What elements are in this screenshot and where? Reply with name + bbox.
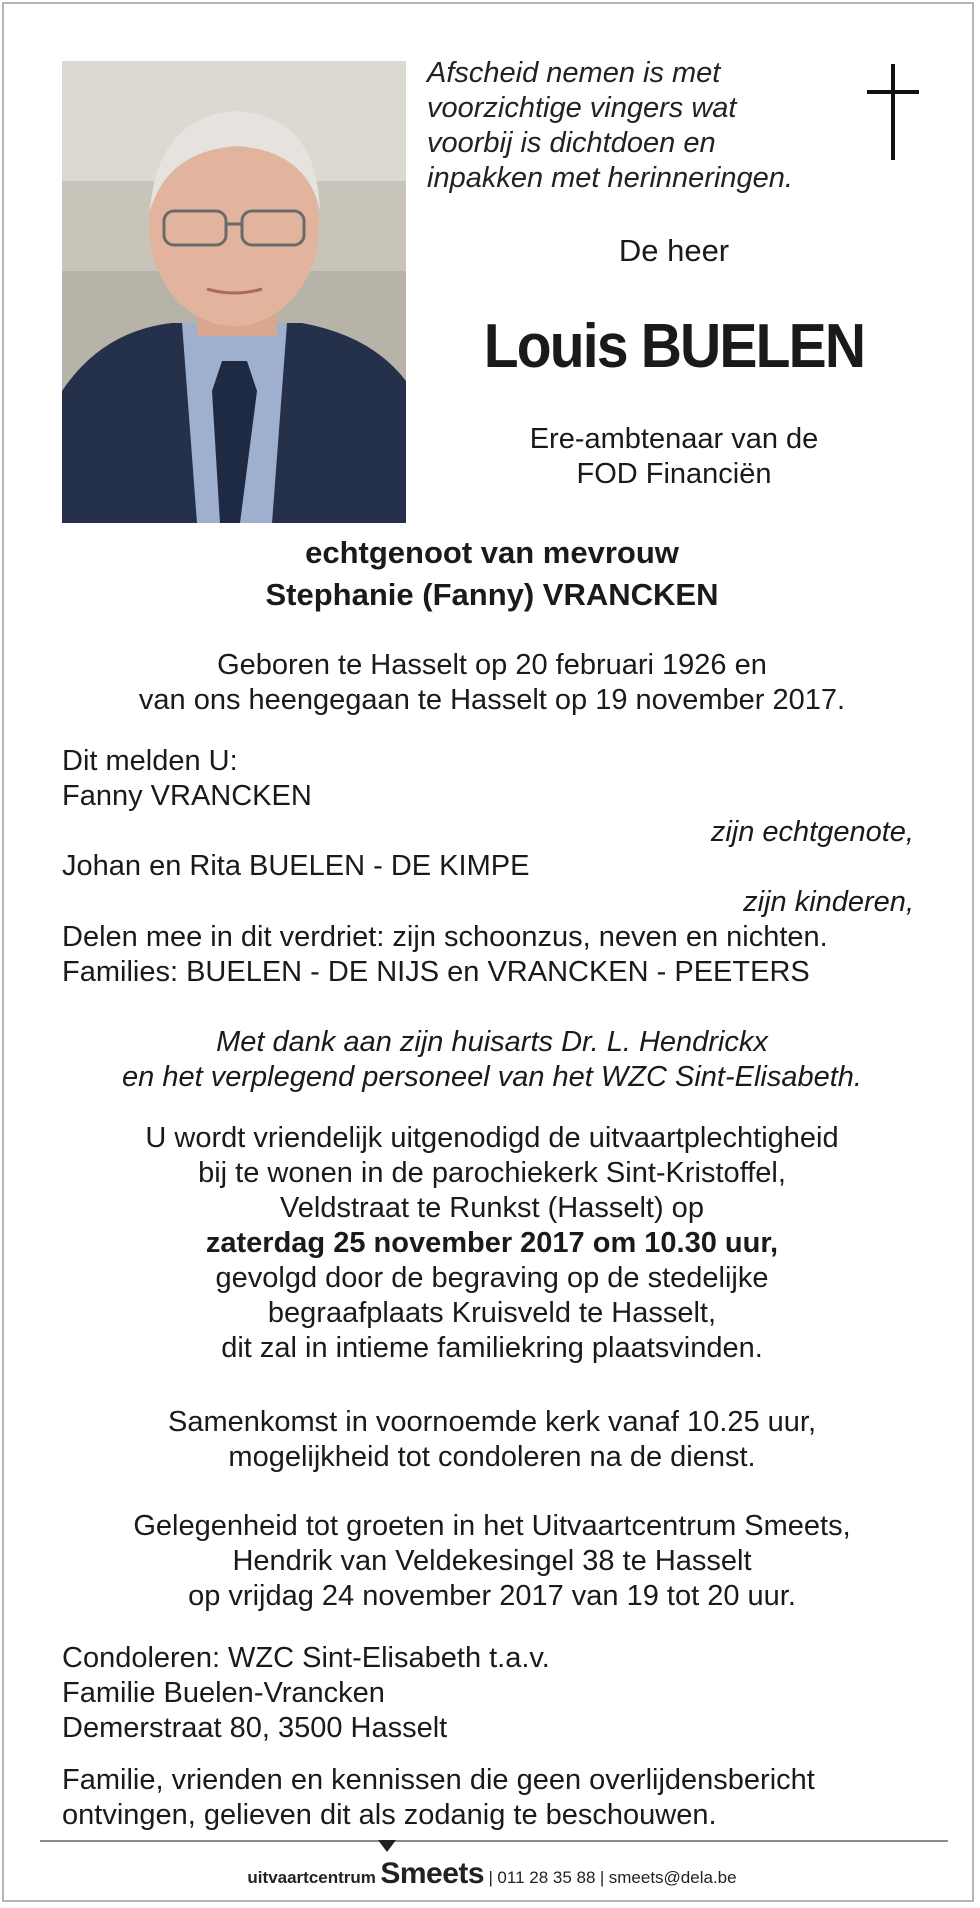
condolences-line: Demerstraat 80, 3500 Hasselt [62, 1712, 448, 1744]
greeting-line: Gelegenheid tot groeten in het Uitvaartcentrum Smeets, [133, 1510, 851, 1542]
ceremony-line: dit zal in intieme familiekring plaatsvinden. [221, 1332, 763, 1364]
footer-prefix: uitvaartcentrum [247, 1868, 376, 1887]
greeting-line: Hendrik van Veldekesingel 38 te Hasselt [232, 1545, 752, 1577]
ceremony-line: bij te wonen in de parochiekerk Sint-Kristoffel, [198, 1157, 786, 1189]
gathering-line: mogelijkheid tot condoleren na de dienst. [228, 1441, 756, 1473]
announcer-spouse-role: zijn echtgenote, [710, 816, 914, 848]
triangle-marker-icon [378, 1840, 396, 1852]
title-line: FOD Financiën [576, 458, 772, 490]
poem [427, 56, 847, 196]
born-line: Geboren te Hasselt op 20 februari 1926 en [217, 649, 767, 681]
footer-separator: | [488, 1868, 493, 1887]
deceased-name: Louis BUELEN [483, 312, 865, 381]
condolences-line: Familie Buelen-Vrancken [62, 1677, 385, 1709]
announcers-intro: Dit melden U: [62, 745, 238, 777]
families: Families: BUELEN - DE NIJS en VRANCKEN - PEETERS [62, 956, 810, 988]
ceremony-line: Veldstraat te Runkst (Hasselt) op [280, 1192, 704, 1224]
portrait-photo [62, 61, 406, 523]
birth-death-info [4, 648, 980, 718]
closing-line: ontvingen, gelieven dit als zodanig te beschouwen. [62, 1799, 717, 1831]
condolences-block [62, 1641, 550, 1746]
footer-phone: 011 28 35 88 [497, 1868, 596, 1887]
greeting-line: op vrijdag 24 november 2017 van 19 tot 20 uur. [188, 1580, 796, 1612]
footer [4, 1857, 980, 1891]
greeting-block [4, 1509, 980, 1614]
poem-line: voorzichtige vingers wat [427, 92, 737, 124]
thanks-line: Met dank aan zijn huisarts Dr. L. Hendrickx [216, 1026, 768, 1058]
thanks-line: en het verplegend personeel van het WZC Sint-Elisabeth. [122, 1061, 862, 1093]
portrait-illustration [62, 61, 406, 523]
obituary-card [2, 2, 974, 1902]
cross-icon [864, 64, 922, 164]
thanks-block [4, 1025, 980, 1095]
footer-divider [40, 1840, 948, 1842]
condolences-line: Condoleren: WZC Sint-Elisabeth t.a.v. [62, 1642, 550, 1674]
spouse-block [4, 532, 980, 616]
ceremony-line: gevolgd door de begraving op de stedelijke [215, 1262, 769, 1294]
closing-block [62, 1763, 815, 1833]
footer-brand: Smeets [380, 1857, 485, 1890]
gathering-block [4, 1405, 980, 1475]
poem-line: voorbij is dichtdoen en [427, 127, 716, 159]
closing-line: Familie, vrienden en kennissen die geen overlijdensbericht [62, 1764, 815, 1796]
ceremony-line: begraafplaats Kruisveld te Hasselt, [267, 1297, 717, 1329]
deceased-title [474, 422, 874, 492]
title-line: Ere-ambtenaar van de [529, 423, 819, 455]
spouse-name: Stephanie (Fanny) VRANCKEN [265, 577, 719, 612]
spouse-line: echtgenoot van mevrouw [305, 535, 679, 570]
gathering-line: Samenkomst in voornoemde kerk vanaf 10.25 uur, [167, 1406, 817, 1438]
footer-email: smeets@dela.be [608, 1868, 737, 1887]
footer-separator: | [599, 1868, 605, 1887]
announcer-spouse: Fanny VRANCKEN [62, 780, 312, 812]
ceremony-line: U wordt vriendelijk uitgenodigd de uitvaartplechtigheid [145, 1122, 839, 1154]
salutation: De heer [618, 233, 730, 268]
poem-line: inpakken met herinneringen. [427, 162, 793, 194]
announcer-children: Johan en Rita BUELEN - DE KIMPE [62, 850, 530, 882]
shared-grief: Delen mee in dit verdriet: zijn schoonzus, neven en nichten. [62, 921, 828, 953]
ceremony-block [4, 1121, 980, 1366]
poem-line: Afscheid nemen is met [427, 57, 721, 89]
announcer-children-role: zijn kinderen, [743, 886, 914, 918]
ceremony-date: zaterdag 25 november 2017 om 10.30 uur, [205, 1227, 779, 1259]
died-line: van ons heengegaan te Hasselt op 19 november 2017. [138, 684, 846, 716]
